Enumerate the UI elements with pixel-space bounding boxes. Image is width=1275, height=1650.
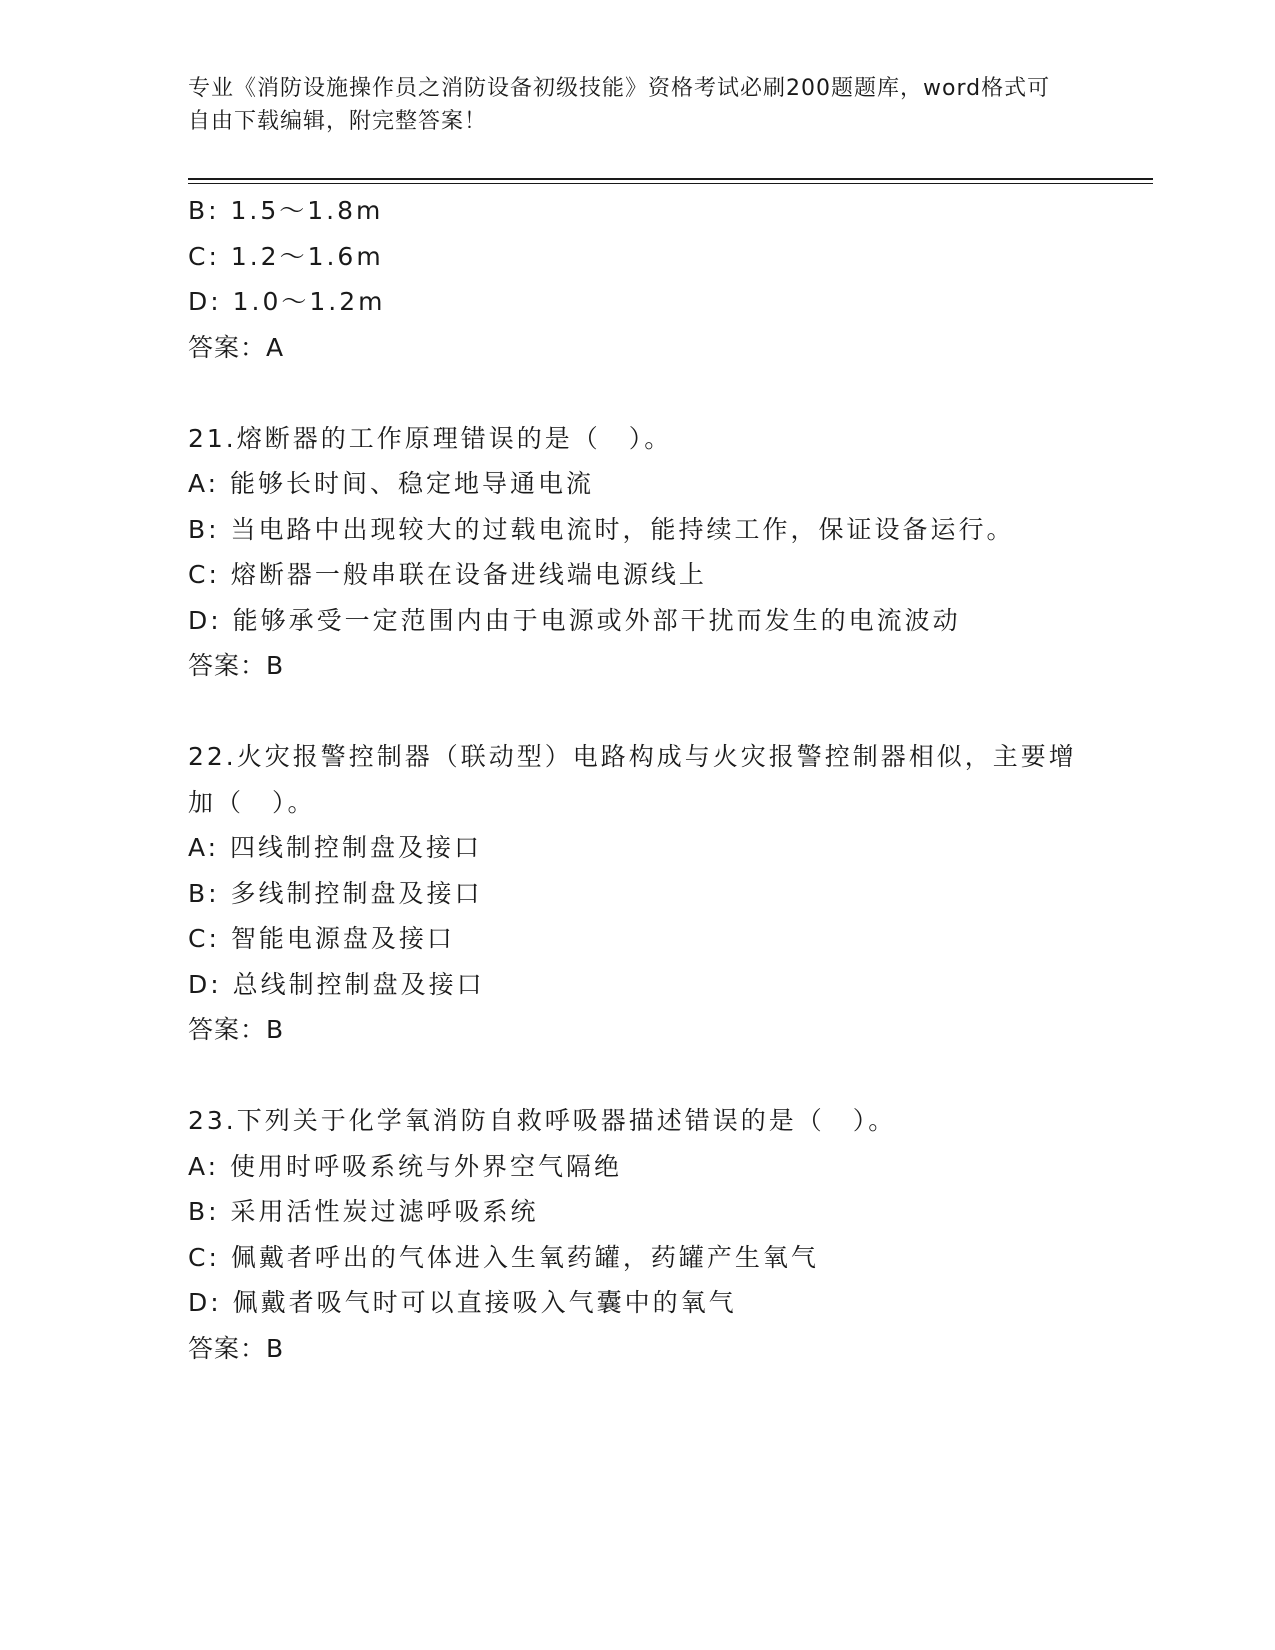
option-d: D: 能够承受一定范围内由于电源或外部干扰而发生的电流波动	[188, 605, 961, 635]
question-21	[188, 416, 1153, 689]
option-d: D: 1.0～1.2m	[188, 287, 386, 316]
question-20-continuation	[188, 188, 1153, 370]
question-stem: 21.熔断器的工作原理错误的是（ ）。	[188, 423, 673, 453]
header-rule-thin	[188, 183, 1153, 184]
answer: 答案：A	[188, 332, 285, 362]
answer: 答案：B	[188, 1015, 285, 1044]
spacer	[188, 370, 1153, 416]
question-stem: 23.下列关于化学氧消防自救呼吸器描述错误的是（ ）。	[188, 1106, 897, 1135]
spacer	[188, 689, 1153, 735]
option-d: D: 总线制控制盘及接口	[188, 969, 485, 999]
question-22	[188, 734, 1153, 1053]
option-a: A: 能够长时间、稳定地导通电流	[188, 469, 595, 498]
option-b: B: 当电路中出现较大的过载电流时，能持续工作，保证设备运行。	[188, 514, 1015, 544]
option-a: A: 使用时呼吸系统与外界空气隔绝	[188, 1151, 623, 1181]
question-content	[188, 188, 1153, 1371]
option-a: A: 四线制控制盘及接口	[188, 833, 483, 862]
option-c: C: 熔断器一般串联在设备进线端电源线上	[188, 560, 707, 589]
question-stem: 22.火灾报警控制器（联动型）电路构成与火灾报警控制器相似，主要增加（ ）。	[188, 742, 1077, 817]
option-c: C: 佩戴者呼出的气体进入生氧药罐，药罐产生氧气	[188, 1242, 819, 1272]
page-header	[188, 72, 1068, 138]
option-c: C: 1.2～1.6m	[188, 241, 384, 271]
option-b: B: 多线制控制盘及接口	[188, 878, 483, 908]
answer: 答案：B	[188, 651, 285, 680]
option-d: D: 佩戴者吸气时可以直接吸入气囊中的氧气	[188, 1288, 737, 1317]
header-rule-thick	[188, 178, 1153, 180]
option-b: B: 采用活性炭过滤呼吸系统	[188, 1197, 539, 1226]
question-23	[188, 1098, 1153, 1371]
answer: 答案：B	[188, 1333, 285, 1363]
option-c: C: 智能电源盘及接口	[188, 924, 455, 953]
option-b: B: 1.5～1.8m	[188, 196, 384, 225]
spacer	[188, 1053, 1153, 1099]
header-title: 专业《消防设施操作员之消防设备初级技能》资格考试必刷200题题库，word格式可自由下载编辑，附完整答案！	[188, 76, 1051, 134]
